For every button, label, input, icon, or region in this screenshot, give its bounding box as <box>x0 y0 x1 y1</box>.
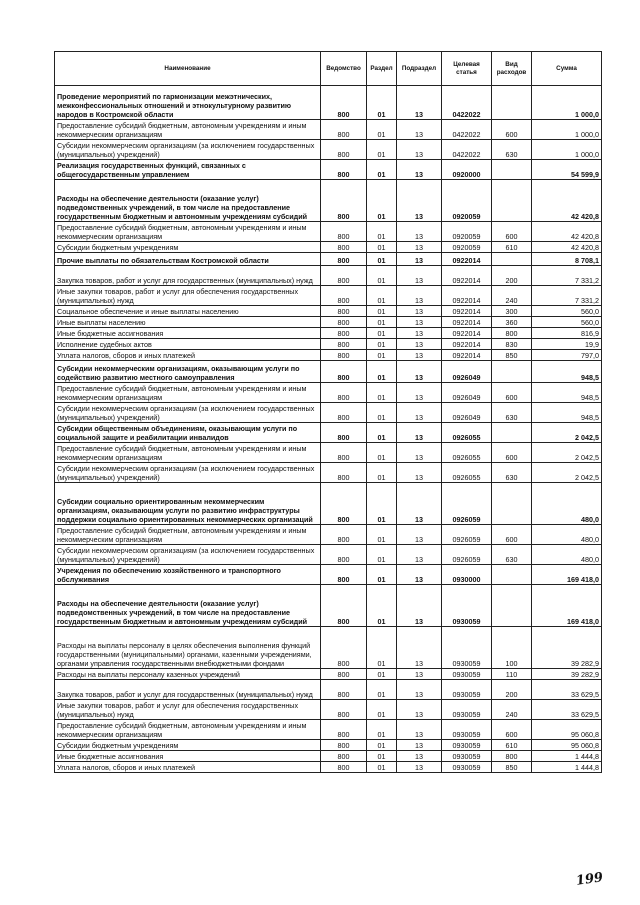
row-subsection: 13 <box>397 361 442 383</box>
row-subsection: 13 <box>397 483 442 525</box>
row-subsection: 13 <box>397 751 442 762</box>
row-name: Расходы на обеспечение деятельности (оказание услуг) подведомственных учреждений, в том числе на предоставление государственным бюджетным и автономным учреждениям субсидий <box>55 180 321 222</box>
table-row <box>55 339 602 350</box>
row-subsection: 13 <box>397 403 442 423</box>
table-row <box>55 180 602 222</box>
row-exp-type <box>492 86 532 120</box>
table-row <box>55 443 602 463</box>
table-row <box>55 253 602 266</box>
row-subsection: 13 <box>397 700 442 720</box>
row-dept: 800 <box>321 253 367 266</box>
row-section: 01 <box>367 669 397 680</box>
table-row <box>55 669 602 680</box>
row-exp-type: 600 <box>492 383 532 403</box>
row-name: Учреждения по обеспечению хозяйственного и транспортного обслуживания <box>55 565 321 585</box>
row-subsection: 13 <box>397 565 442 585</box>
table-row <box>55 266 602 286</box>
row-exp-type <box>492 160 532 180</box>
table-row <box>55 222 602 242</box>
row-target: 0926055 <box>442 443 492 463</box>
row-sum: 1 000,0 <box>532 140 602 160</box>
row-exp-type: 300 <box>492 306 532 317</box>
header-section: Раздел <box>367 52 397 86</box>
row-dept: 800 <box>321 762 367 773</box>
row-target: 0930059 <box>442 720 492 740</box>
row-dept: 800 <box>321 423 367 443</box>
row-dept: 800 <box>321 317 367 328</box>
row-exp-type: 600 <box>492 222 532 242</box>
row-name: Закупка товаров, работ и услуг для государственных (муниципальных) нужд <box>55 266 321 286</box>
table-row <box>55 680 602 700</box>
row-sum: 1 444,8 <box>532 751 602 762</box>
row-section: 01 <box>367 120 397 140</box>
row-sum: 39 282,9 <box>532 627 602 669</box>
table-row <box>55 120 602 140</box>
row-exp-type <box>492 180 532 222</box>
row-exp-type: 240 <box>492 286 532 306</box>
row-section: 01 <box>367 627 397 669</box>
row-section: 01 <box>367 720 397 740</box>
header-name: Наименование <box>55 52 321 86</box>
row-dept: 800 <box>321 140 367 160</box>
header-sum: Сумма <box>532 52 602 86</box>
row-sum: 7 331,2 <box>532 266 602 286</box>
row-section: 01 <box>367 361 397 383</box>
row-target: 0926049 <box>442 403 492 423</box>
table-row <box>55 700 602 720</box>
row-sum: 948,5 <box>532 383 602 403</box>
row-target: 0920059 <box>442 180 492 222</box>
row-target: 0930000 <box>442 565 492 585</box>
row-subsection: 13 <box>397 286 442 306</box>
row-section: 01 <box>367 180 397 222</box>
row-dept: 800 <box>321 120 367 140</box>
row-name: Иные бюджетные ассигнования <box>55 751 321 762</box>
row-dept: 800 <box>321 565 367 585</box>
row-dept: 800 <box>321 483 367 525</box>
row-target: 0920059 <box>442 242 492 253</box>
row-target: 0930059 <box>442 669 492 680</box>
table-row <box>55 160 602 180</box>
row-section: 01 <box>367 483 397 525</box>
table-row <box>55 627 602 669</box>
row-dept: 800 <box>321 463 367 483</box>
row-exp-type <box>492 253 532 266</box>
row-sum: 948,5 <box>532 403 602 423</box>
row-section: 01 <box>367 222 397 242</box>
row-section: 01 <box>367 403 397 423</box>
row-sum: 7 331,2 <box>532 286 602 306</box>
row-exp-type: 600 <box>492 720 532 740</box>
row-name: Расходы на выплаты персоналу в целях обеспечения выполнения функций государственными (муниципальными) органами, казенными учреждениями, органами управления государственными внебюджетными фондами <box>55 627 321 669</box>
row-target: 0922014 <box>442 339 492 350</box>
row-section: 01 <box>367 740 397 751</box>
row-dept: 800 <box>321 669 367 680</box>
row-section: 01 <box>367 423 397 443</box>
row-exp-type: 630 <box>492 140 532 160</box>
row-name: Субсидии общественным объединениям, оказывающим услуги по социальной защите и реабилитации инвалидов <box>55 423 321 443</box>
row-sum: 2 042,5 <box>532 463 602 483</box>
row-exp-type: 600 <box>492 443 532 463</box>
row-subsection: 13 <box>397 545 442 565</box>
row-section: 01 <box>367 160 397 180</box>
row-target: 0930059 <box>442 700 492 720</box>
row-name: Закупка товаров, работ и услуг для государственных (муниципальных) нужд <box>55 680 321 700</box>
table-row <box>55 751 602 762</box>
row-dept: 800 <box>321 700 367 720</box>
budget-sheet <box>54 51 601 773</box>
row-dept: 800 <box>321 740 367 751</box>
row-target: 0926059 <box>442 545 492 565</box>
row-name: Социальное обеспечение и иные выплаты населению <box>55 306 321 317</box>
row-section: 01 <box>367 762 397 773</box>
row-section: 01 <box>367 545 397 565</box>
table-header-row <box>55 52 602 86</box>
table-row <box>55 242 602 253</box>
row-exp-type: 360 <box>492 317 532 328</box>
row-target: 0422022 <box>442 120 492 140</box>
row-name: Субсидии бюджетным учреждениям <box>55 740 321 751</box>
row-target: 0922014 <box>442 317 492 328</box>
row-name: Субсидии некоммерческим организациям (за исключением государственных (муниципальных) учреждений) <box>55 403 321 423</box>
row-target: 0926049 <box>442 361 492 383</box>
row-name: Предоставление субсидий бюджетным, автономным учреждениям и иным некоммерческим организациям <box>55 222 321 242</box>
row-name: Уплата налогов, сборов и иных платежей <box>55 762 321 773</box>
row-name: Предоставление субсидий бюджетным, автономным учреждениям и иным некоммерческим организациям <box>55 720 321 740</box>
row-exp-type <box>492 565 532 585</box>
row-name: Предоставление субсидий бюджетным, автономным учреждениям и иным некоммерческим организациям <box>55 525 321 545</box>
row-dept: 800 <box>321 339 367 350</box>
table-row <box>55 403 602 423</box>
row-name: Субсидии некоммерческим организациям (за исключением государственных (муниципальных) учреждений) <box>55 545 321 565</box>
row-name: Предоставление субсидий бюджетным, автономным учреждениям и иным некоммерческим организациям <box>55 120 321 140</box>
row-sum: 480,0 <box>532 545 602 565</box>
table-row <box>55 565 602 585</box>
row-subsection: 13 <box>397 669 442 680</box>
row-name: Предоставление субсидий бюджетным, автономным учреждениям и иным некоммерческим организациям <box>55 383 321 403</box>
row-sum: 95 060,8 <box>532 740 602 751</box>
row-sum: 169 418,0 <box>532 565 602 585</box>
row-name: Иные закупки товаров, работ и услуг для обеспечения государственных (муниципальных) нужд <box>55 700 321 720</box>
header-exp-type: Вид расходов <box>492 52 532 86</box>
page-number: 199 <box>575 870 605 889</box>
row-subsection: 13 <box>397 180 442 222</box>
row-target: 0922014 <box>442 350 492 361</box>
row-exp-type: 200 <box>492 680 532 700</box>
row-name: Расходы на обеспечение деятельности (оказание услуг) подведомственных учреждений, в том числе на предоставление государственным бюджетным и автономным учреждениям субсидий <box>55 585 321 627</box>
row-section: 01 <box>367 443 397 463</box>
row-target: 0930059 <box>442 751 492 762</box>
row-dept: 800 <box>321 627 367 669</box>
row-name: Субсидии некоммерческим организациям, оказывающим услуги по содействию развитию местного самоуправления <box>55 361 321 383</box>
row-section: 01 <box>367 700 397 720</box>
row-dept: 800 <box>321 222 367 242</box>
row-sum: 42 420,8 <box>532 222 602 242</box>
row-target: 0422022 <box>442 140 492 160</box>
row-dept: 800 <box>321 383 367 403</box>
row-target: 0922014 <box>442 306 492 317</box>
row-section: 01 <box>367 140 397 160</box>
row-dept: 800 <box>321 180 367 222</box>
row-sum: 948,5 <box>532 361 602 383</box>
row-sum: 19,9 <box>532 339 602 350</box>
row-section: 01 <box>367 585 397 627</box>
row-sum: 816,9 <box>532 328 602 339</box>
row-target: 0926059 <box>442 483 492 525</box>
row-section: 01 <box>367 350 397 361</box>
row-sum: 480,0 <box>532 483 602 525</box>
table-row <box>55 525 602 545</box>
row-name: Предоставление субсидий бюджетным, автономным учреждениям и иным некоммерческим организациям <box>55 443 321 463</box>
row-dept: 800 <box>321 160 367 180</box>
header-dept: Ведомство <box>321 52 367 86</box>
row-dept: 800 <box>321 403 367 423</box>
row-exp-type: 600 <box>492 525 532 545</box>
row-sum: 2 042,5 <box>532 443 602 463</box>
row-sum: 1 000,0 <box>532 120 602 140</box>
row-dept: 800 <box>321 680 367 700</box>
row-name: Прочие выплаты по обязательствам Костромской области <box>55 253 321 266</box>
row-subsection: 13 <box>397 350 442 361</box>
row-dept: 800 <box>321 242 367 253</box>
table-row <box>55 306 602 317</box>
row-dept: 800 <box>321 525 367 545</box>
row-name: Субсидии социально ориентированным некоммерческим организациям, оказывающим услуги по развитию инфраструктуры поддержки социально ориентированных некоммерческих организаций <box>55 483 321 525</box>
row-name: Субсидии бюджетным учреждениям <box>55 242 321 253</box>
row-sum: 169 418,0 <box>532 585 602 627</box>
row-section: 01 <box>367 306 397 317</box>
row-dept: 800 <box>321 86 367 120</box>
row-sum: 1 444,8 <box>532 762 602 773</box>
row-subsection: 13 <box>397 328 442 339</box>
row-sum: 8 708,1 <box>532 253 602 266</box>
row-subsection: 13 <box>397 463 442 483</box>
row-target: 0926055 <box>442 423 492 443</box>
table-row <box>55 463 602 483</box>
row-subsection: 13 <box>397 762 442 773</box>
row-exp-type: 630 <box>492 463 532 483</box>
row-sum: 560,0 <box>532 306 602 317</box>
row-target: 0930059 <box>442 585 492 627</box>
row-sum: 560,0 <box>532 317 602 328</box>
row-sum: 42 420,8 <box>532 180 602 222</box>
row-section: 01 <box>367 317 397 328</box>
row-target: 0922014 <box>442 253 492 266</box>
row-target: 0922014 <box>442 286 492 306</box>
row-dept: 800 <box>321 751 367 762</box>
row-target: 0922014 <box>442 328 492 339</box>
row-sum: 42 420,8 <box>532 242 602 253</box>
row-sum: 1 000,0 <box>532 86 602 120</box>
table-row <box>55 317 602 328</box>
row-subsection: 13 <box>397 317 442 328</box>
row-subsection: 13 <box>397 740 442 751</box>
row-exp-type <box>492 361 532 383</box>
row-exp-type: 610 <box>492 242 532 253</box>
row-exp-type: 610 <box>492 740 532 751</box>
table-row <box>55 286 602 306</box>
table-row <box>55 483 602 525</box>
row-name: Иные выплаты населению <box>55 317 321 328</box>
row-dept: 800 <box>321 306 367 317</box>
row-section: 01 <box>367 266 397 286</box>
row-target: 0926049 <box>442 383 492 403</box>
table-body <box>55 86 602 773</box>
row-section: 01 <box>367 242 397 253</box>
table-row <box>55 361 602 383</box>
row-section: 01 <box>367 463 397 483</box>
row-target: 0920000 <box>442 160 492 180</box>
table-row <box>55 423 602 443</box>
row-exp-type: 830 <box>492 339 532 350</box>
row-name: Субсидии некоммерческим организациям (за исключением государственных (муниципальных) учреждений) <box>55 140 321 160</box>
row-subsection: 13 <box>397 339 442 350</box>
row-section: 01 <box>367 565 397 585</box>
table-row <box>55 383 602 403</box>
row-name: Расходы на выплаты персоналу казенных учреждений <box>55 669 321 680</box>
row-section: 01 <box>367 525 397 545</box>
row-name: Иные бюджетные ассигнования <box>55 328 321 339</box>
row-subsection: 13 <box>397 627 442 669</box>
row-exp-type: 800 <box>492 751 532 762</box>
row-section: 01 <box>367 383 397 403</box>
row-name: Уплата налогов, сборов и иных платежей <box>55 350 321 361</box>
row-subsection: 13 <box>397 423 442 443</box>
row-sum: 39 282,9 <box>532 669 602 680</box>
row-sum: 95 060,8 <box>532 720 602 740</box>
row-dept: 800 <box>321 350 367 361</box>
row-target: 0930059 <box>442 762 492 773</box>
row-exp-type: 110 <box>492 669 532 680</box>
row-sum: 54 599,9 <box>532 160 602 180</box>
header-target: Целевая статья <box>442 52 492 86</box>
row-exp-type <box>492 585 532 627</box>
row-section: 01 <box>367 253 397 266</box>
budget-table <box>54 51 602 773</box>
row-subsection: 13 <box>397 222 442 242</box>
row-section: 01 <box>367 339 397 350</box>
row-subsection: 13 <box>397 383 442 403</box>
row-target: 0920059 <box>442 222 492 242</box>
row-subsection: 13 <box>397 242 442 253</box>
row-exp-type <box>492 483 532 525</box>
row-exp-type: 600 <box>492 120 532 140</box>
row-exp-type: 850 <box>492 350 532 361</box>
row-section: 01 <box>367 328 397 339</box>
row-dept: 800 <box>321 443 367 463</box>
row-dept: 800 <box>321 585 367 627</box>
row-target: 0422022 <box>442 86 492 120</box>
table-row <box>55 585 602 627</box>
row-subsection: 13 <box>397 86 442 120</box>
row-subsection: 13 <box>397 306 442 317</box>
table-row <box>55 86 602 120</box>
row-target: 0930059 <box>442 740 492 751</box>
row-exp-type: 850 <box>492 762 532 773</box>
row-section: 01 <box>367 680 397 700</box>
row-name: Субсидии некоммерческим организациям (за исключением государственных (муниципальных) учреждений) <box>55 463 321 483</box>
row-sum: 797,0 <box>532 350 602 361</box>
row-subsection: 13 <box>397 140 442 160</box>
row-subsection: 13 <box>397 525 442 545</box>
row-subsection: 13 <box>397 160 442 180</box>
row-name: Реализация государственных функций, связанных с общегосударственным управлением <box>55 160 321 180</box>
row-name: Проведение мероприятий по гармонизации межэтнических, межконфессиональных отношений и этнокультурному развитию народов в Костромской области <box>55 86 321 120</box>
row-exp-type <box>492 423 532 443</box>
row-subsection: 13 <box>397 443 442 463</box>
table-row <box>55 740 602 751</box>
row-section: 01 <box>367 751 397 762</box>
row-sum: 480,0 <box>532 525 602 545</box>
row-exp-type: 800 <box>492 328 532 339</box>
table-row <box>55 545 602 565</box>
row-exp-type: 200 <box>492 266 532 286</box>
row-section: 01 <box>367 86 397 120</box>
row-name: Иные закупки товаров, работ и услуг для обеспечения государственных (муниципальных) нужд <box>55 286 321 306</box>
row-target: 0922014 <box>442 266 492 286</box>
row-sum: 2 042,5 <box>532 423 602 443</box>
row-subsection: 13 <box>397 120 442 140</box>
header-subsection: Подраздел <box>397 52 442 86</box>
row-target: 0926059 <box>442 525 492 545</box>
row-sum: 33 629,5 <box>532 680 602 700</box>
row-subsection: 13 <box>397 585 442 627</box>
row-subsection: 13 <box>397 266 442 286</box>
row-dept: 800 <box>321 545 367 565</box>
row-target: 0926055 <box>442 463 492 483</box>
row-dept: 800 <box>321 328 367 339</box>
row-target: 0930059 <box>442 627 492 669</box>
row-target: 0930059 <box>442 680 492 700</box>
row-section: 01 <box>367 286 397 306</box>
row-name: Исполнение судебных актов <box>55 339 321 350</box>
row-exp-type: 100 <box>492 627 532 669</box>
table-row <box>55 140 602 160</box>
table-row <box>55 720 602 740</box>
row-subsection: 13 <box>397 680 442 700</box>
table-row <box>55 350 602 361</box>
row-dept: 800 <box>321 361 367 383</box>
row-subsection: 13 <box>397 253 442 266</box>
row-exp-type: 630 <box>492 545 532 565</box>
row-dept: 800 <box>321 720 367 740</box>
row-dept: 800 <box>321 286 367 306</box>
table-row <box>55 328 602 339</box>
table-row <box>55 762 602 773</box>
row-sum: 33 629,5 <box>532 700 602 720</box>
row-dept: 800 <box>321 266 367 286</box>
row-exp-type: 240 <box>492 700 532 720</box>
row-exp-type: 630 <box>492 403 532 423</box>
row-subsection: 13 <box>397 720 442 740</box>
